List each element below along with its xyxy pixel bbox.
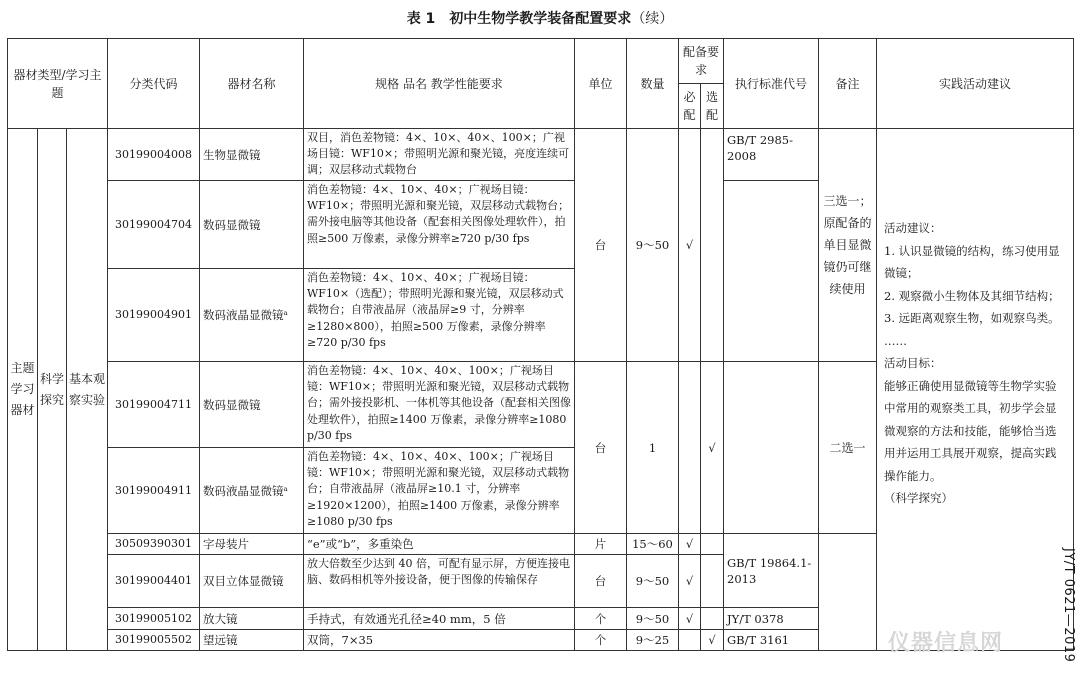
cell-unit: 个: [575, 608, 627, 630]
activity-line: 活动目标：: [884, 356, 942, 370]
cell-spec: 消色差物镜：4×、10×、40×、100×；广视场目镜：WF10×；带照明光源和聚光镜，双层移动式载物台；需外接投影机、一体机等其他设备（配套相关图像处理软件），拍照≥1400 万像素，录像分辨率≥1080 p/30 fps: [304, 362, 575, 448]
cell-std: JY/T 0378: [724, 608, 819, 630]
cell-spec: 消色差物镜：4×、10×、40×；广视场目镜：WF10×（选配）；带照明光源和聚光镜，双层移动式载物台；自带液晶屏（液晶屏≥9 寸，分辨率≥1280×800），拍照≥500 万像素，录像分辨率≥720 p/30 fps: [304, 269, 575, 362]
header-req-opt: 选配: [701, 84, 724, 129]
cell-name: 数码显微镜: [200, 362, 304, 448]
table-title-suffix: （续）: [631, 11, 674, 27]
cell-code: 30199004901: [108, 269, 200, 362]
cell-code: 30199005502: [108, 630, 200, 651]
header-code: 分类代码: [108, 39, 200, 129]
cell-qty: 9～50: [627, 608, 679, 630]
cell-spec: 消色差物镜：4×、10×、40×；广视场目镜：WF10×；带照明光源和聚光镜，双层移动式载物台；需外接电脑等其他设备（配套相关图像处理软件），拍照≥500 万像素，录像分辨率≥720 p/30 fps: [304, 181, 575, 269]
activity-cell: [877, 129, 1074, 651]
watermark-logo: 仪器信息网: [888, 631, 1004, 656]
group1-opt: [701, 129, 724, 362]
cell-spec: “e”或“b”，多重染色: [304, 534, 575, 555]
table-number: 表 1: [406, 11, 436, 27]
cell-must: [679, 630, 701, 651]
cell-name: 字母装片: [200, 534, 304, 555]
cell-opt: [701, 534, 724, 555]
group1-unit: 台: [575, 129, 627, 362]
cell-opt: [701, 555, 724, 608]
cell-spec: 放大倍数至少达到 40 倍，可配有显示屏，方便连接电脑、数码相机等外接设备，便于图像的传输保存: [304, 555, 575, 608]
cell-spec: 双筒，7×35: [304, 630, 575, 651]
cell-std: GB/T 19864.1-2013: [724, 534, 819, 608]
cell-qty: 15～60: [627, 534, 679, 555]
activity-line: 1. 认识显微镜的结构，练习使用显微镜；: [884, 243, 1060, 280]
header-name: 器材名称: [200, 39, 304, 129]
activity-line: ……: [884, 333, 907, 348]
cell-code: 30199004704: [108, 181, 200, 269]
cell-name: 数码显微镜: [200, 181, 304, 269]
cell-qty: 9～25: [627, 630, 679, 651]
cell-std: GB/T 2985-2008: [724, 129, 819, 181]
cell-code: 30199004401: [108, 555, 200, 608]
cell-name: 生物显微镜: [200, 129, 304, 181]
cell-must: √: [679, 534, 701, 555]
cell-name: 望远镜: [200, 630, 304, 651]
cell-must: √: [679, 555, 701, 608]
group2-opt: √: [701, 362, 724, 534]
header-unit: 单位: [575, 39, 627, 129]
cell-std: [724, 181, 819, 362]
header-spec: 规格 品名 教学性能要求: [304, 39, 575, 129]
group1-note: 三选一；原配备的单目显微镜仍可继续使用: [819, 129, 877, 362]
activity-line: 活动建议：: [884, 221, 942, 235]
group2-qty: 1: [627, 362, 679, 534]
cell-std: GB/T 3161: [724, 630, 819, 651]
cell-opt: √: [701, 630, 724, 651]
group1-qty: 9～50: [627, 129, 679, 362]
cell-code: 30199005102: [108, 608, 200, 630]
header-activity: 实践活动建议: [877, 39, 1074, 129]
cell-unit: 个: [575, 630, 627, 651]
group2-note: 二选一: [819, 362, 877, 534]
standard-code-vertical: JY/T 0621—2019: [1061, 548, 1076, 663]
cell-unit: 片: [575, 534, 627, 555]
cell-opt: [701, 608, 724, 630]
category-level2: 科学探究: [38, 129, 67, 651]
cell-name: 数码液晶显微镜ᵃ: [200, 269, 304, 362]
header-req: 配备要求: [679, 39, 724, 84]
table-title: [0, 8, 1080, 28]
cell-name: 双目立体显微镜: [200, 555, 304, 608]
activity-line: 2. 观察微小生物体及其细节结构；: [884, 288, 1060, 303]
header-qty: 数量: [627, 39, 679, 129]
header-category: 器材类型/学习主题: [8, 39, 108, 129]
activity-line: 能够正确使用显微镜等生物学实验中常用的观察类工具，初步学会显微观察的方法和技能，能够恰当选用并运用工具展开观察，提高实践操作能力。: [884, 378, 1057, 483]
header-req-must: 必配: [679, 84, 701, 129]
group1-must: √: [679, 129, 701, 362]
note-blank: [819, 534, 877, 651]
cell-name: 数码液晶显微镜ᵃ: [200, 448, 304, 534]
activity-line: 3. 远距离观察生物，如观察鸟类。: [884, 311, 1060, 325]
group2-must: [679, 362, 701, 534]
cell-spec: 消色差物镜：4×、10×、40×、100×；广视场目镜：WF10×；带照明光源和聚光镜，双层移动式载物台；自带液晶屏（液晶屏≥10.1 寸，分辨率≥1920×1200），拍照≥1400 万像素，录像分辨率≥1080 p/30 fps: [304, 448, 575, 534]
cell-code: 30199004008: [108, 129, 200, 181]
category-level1: 主题学习器材: [8, 129, 38, 651]
cell-code: 30199004711: [108, 362, 200, 448]
cell-unit: 台: [575, 555, 627, 608]
cell-std: [724, 362, 819, 534]
cell-qty: 9～50: [627, 555, 679, 608]
table-row: [8, 129, 1074, 181]
activity-line: （科学探究）: [884, 491, 953, 505]
cell-code: 30199004911: [108, 448, 200, 534]
table-title-text: 初中生物学教学装备配置要求: [449, 11, 632, 27]
category-level3: 基本观察实验: [67, 129, 108, 651]
cell-spec: 双目，消色差物镜：4×、10×、40×、100×；广视场目镜：WF10×；带照明光源和聚光镜，亮度连续可调；双层移动式载物台: [304, 129, 575, 181]
cell-spec: 手持式，有效通光孔径≥40 mm，5 倍: [304, 608, 575, 630]
group2-unit: 台: [575, 362, 627, 534]
header-std: 执行标准代号: [724, 39, 819, 129]
cell-code: 30509390301: [108, 534, 200, 555]
header-note: 备注: [819, 39, 877, 129]
cell-name: 放大镜: [200, 608, 304, 630]
cell-must: √: [679, 608, 701, 630]
equipment-table: [7, 38, 1074, 651]
